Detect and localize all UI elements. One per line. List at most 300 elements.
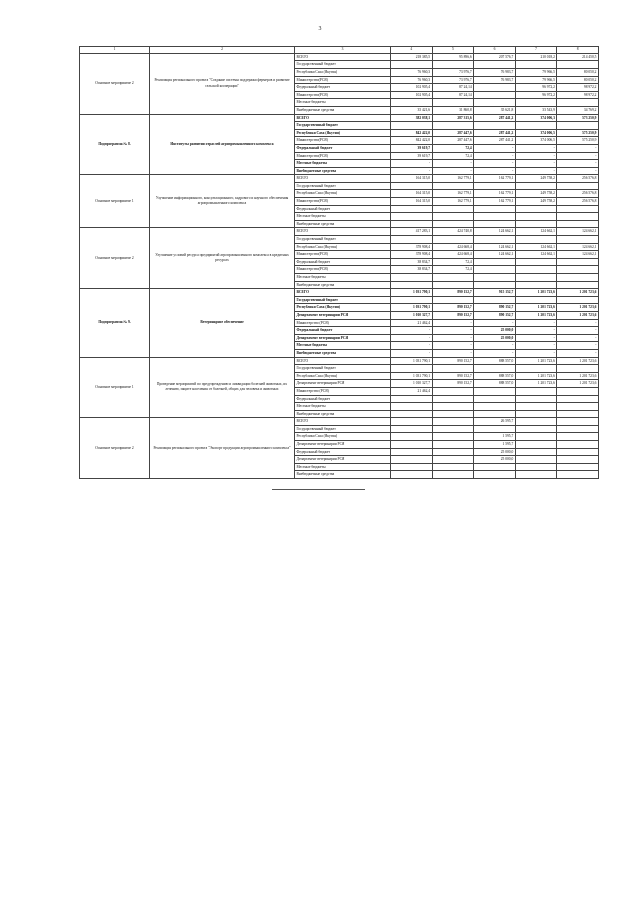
header-cell: 4: [391, 47, 433, 54]
amount-cell: 890 152,7: [432, 289, 474, 297]
amount-cell: -: [515, 144, 557, 152]
amount-cell: -: [391, 342, 433, 350]
amount-cell: [432, 395, 474, 403]
amount-cell: -: [474, 342, 516, 350]
amount-cell: [557, 410, 599, 418]
funding-source-cell: Государственный бюджет: [295, 365, 391, 373]
funding-source-cell: Федеральный бюджет: [295, 258, 391, 266]
amount-cell: 164 315,0: [391, 175, 433, 183]
amount-cell: 98 972,2: [557, 91, 599, 99]
amount-cell: [391, 236, 433, 244]
amount-cell: [515, 205, 557, 213]
amount-cell: [557, 433, 599, 441]
amount-cell: [474, 463, 516, 471]
amount-cell: [432, 61, 474, 69]
amount-cell: [515, 433, 557, 441]
amount-cell: 287 441,2: [474, 114, 516, 122]
amount-cell: [432, 220, 474, 228]
amount-cell: 95 896,6: [432, 53, 474, 61]
amount-cell: [515, 61, 557, 69]
budget-table-body: [80, 47, 599, 479]
amount-cell: [432, 456, 474, 464]
funding-source-cell: Федеральный бюджет: [295, 327, 391, 335]
amount-cell: [515, 99, 557, 107]
program-name-cell: Улучшение условий ресурса предприятий агропромышленного комплекса в кредитных ресурсах: [150, 228, 295, 289]
amount-cell: 1 201 723,6: [515, 357, 557, 365]
program-name-cell: Улучшение информационного, консультационного, кадрового и научного обеспечения агропромышленного комплекса: [150, 175, 295, 228]
amount-cell: [474, 387, 516, 395]
amount-cell: [391, 205, 433, 213]
amount-cell: [391, 471, 433, 479]
amount-cell: 890 152,7: [432, 380, 474, 388]
funding-source-cell: Республики Саха (Якутия): [295, 433, 391, 441]
funding-source-cell: Министерство(РСЯ): [295, 152, 391, 160]
amount-cell: [391, 448, 433, 456]
amount-cell: [432, 122, 474, 130]
header-cell: 8: [557, 47, 599, 54]
header-cell: 7: [515, 47, 557, 54]
amount-cell: 1 201 723,6: [515, 304, 557, 312]
funding-source-cell: Республики Саха (Якутия): [295, 243, 391, 251]
funding-source-cell: ВСЕГО: [295, 418, 391, 426]
funding-source-cell: Департамент ветеринарии РСЯ: [295, 380, 391, 388]
amount-cell: [515, 395, 557, 403]
amount-cell: 890 152,7: [432, 304, 474, 312]
funding-source-cell: Республики Саха (Якутия): [295, 68, 391, 76]
funding-source-cell: Государственный бюджет: [295, 122, 391, 130]
amount-cell: [515, 365, 557, 373]
amount-cell: 96 972,2: [515, 91, 557, 99]
amount-cell: -: [515, 160, 557, 168]
amount-cell: -: [515, 167, 557, 175]
amount-cell: [557, 387, 599, 395]
table-row: [80, 114, 599, 122]
amount-cell: [515, 258, 557, 266]
amount-cell: [432, 410, 474, 418]
amount-cell: [515, 448, 557, 456]
amount-cell: -: [391, 349, 433, 357]
amount-cell: 218 385,5: [391, 53, 433, 61]
amount-cell: 25 000,0: [474, 448, 516, 456]
funding-source-cell: Местные бюджеты: [295, 99, 391, 107]
amount-cell: -: [474, 144, 516, 152]
amount-cell: 38 834,7: [391, 266, 433, 274]
amount-cell: [391, 463, 433, 471]
amount-cell: [557, 236, 599, 244]
amount-cell: 424 668,4: [432, 251, 474, 259]
amount-cell: 888 557,0: [474, 357, 516, 365]
amount-cell: -: [557, 349, 599, 357]
amount-cell: [557, 441, 599, 449]
amount-cell: 575 250,9: [557, 129, 599, 137]
amount-cell: 73 976,7: [432, 76, 474, 84]
amount-cell: -: [557, 167, 599, 175]
amount-cell: 890 152,7: [474, 311, 516, 319]
amount-cell: 287 447,6: [432, 137, 474, 145]
amount-cell: -: [515, 349, 557, 357]
amount-cell: [432, 403, 474, 411]
amount-cell: [557, 99, 599, 107]
amount-cell: [391, 61, 433, 69]
amount-cell: [391, 456, 433, 464]
amount-cell: 1 031 790,1: [391, 289, 433, 297]
amount-cell: 1 201 723,6: [557, 304, 599, 312]
funding-source-cell: Департамент ветеринарии РСЯ: [295, 334, 391, 342]
amount-cell: 1 010 327,7: [391, 380, 433, 388]
amount-cell: [557, 274, 599, 282]
amount-cell: [515, 471, 557, 479]
amount-cell: 164 315,0: [391, 190, 433, 198]
amount-cell: -: [432, 349, 474, 357]
amount-cell: -: [515, 319, 557, 327]
amount-cell: 39 619,7: [391, 152, 433, 160]
funding-source-cell: ВСЕГО: [295, 289, 391, 297]
amount-cell: 162 779,1: [432, 198, 474, 206]
amount-cell: 76 983,7: [474, 68, 516, 76]
amount-cell: 1 201 723,6: [557, 311, 599, 319]
amount-cell: 162 779,1: [474, 198, 516, 206]
footer-divider: [272, 489, 365, 490]
amount-cell: 124 662,1: [474, 243, 516, 251]
amount-cell: 102 905,4: [391, 91, 433, 99]
amount-cell: -: [474, 319, 516, 327]
amount-cell: 287 447,6: [432, 129, 474, 137]
program-kind-cell: Основное мероприятие 2: [80, 228, 150, 289]
amount-cell: 124 662,1: [515, 243, 557, 251]
amount-cell: 1 201 723,6: [557, 372, 599, 380]
funding-source-cell: Государственный бюджет: [295, 182, 391, 190]
amount-cell: -: [557, 152, 599, 160]
amount-cell: 73 976,7: [432, 68, 474, 76]
amount-cell: 25 000,0: [474, 327, 516, 335]
amount-cell: [557, 213, 599, 221]
amount-cell: [474, 281, 516, 289]
page-number: 3: [318, 26, 322, 32]
amount-cell: -: [474, 160, 516, 168]
amount-cell: [557, 418, 599, 426]
amount-cell: 575 250,9: [557, 137, 599, 145]
funding-source-cell: Министерство(РСЯ): [295, 266, 391, 274]
amount-cell: 79 966,5: [515, 68, 557, 76]
program-kind-cell: Основное мероприятие 1: [80, 175, 150, 228]
funding-source-cell: Внебюджетные средства: [295, 106, 391, 114]
table-row: [80, 357, 599, 365]
amount-cell: 382 038,1: [391, 114, 433, 122]
amount-cell: [391, 122, 433, 130]
amount-cell: 1 010 327,7: [391, 311, 433, 319]
amount-cell: 378 908,4: [391, 243, 433, 251]
program-kind-cell: Основное мероприятие 1: [80, 357, 150, 418]
amount-cell: [474, 410, 516, 418]
amount-cell: [557, 281, 599, 289]
amount-cell: 21 462,4: [391, 319, 433, 327]
amount-cell: 79 966,5: [515, 76, 557, 84]
amount-cell: 287 315,6: [432, 114, 474, 122]
funding-source-cell: Местные бюджеты: [295, 342, 391, 350]
program-kind-cell: Основное мероприятие 2: [80, 418, 150, 479]
amount-cell: [391, 220, 433, 228]
amount-cell: [474, 220, 516, 228]
amount-cell: 256 576,8: [557, 198, 599, 206]
amount-cell: 164 315,0: [391, 198, 433, 206]
amount-cell: [432, 182, 474, 190]
header-cell: 5: [432, 47, 474, 54]
amount-cell: 424 668,4: [432, 243, 474, 251]
amount-cell: 25 000,0: [474, 456, 516, 464]
table-row: [80, 289, 599, 297]
program-kind-cell: Подпрограмма № 9.: [80, 289, 150, 357]
funding-source-cell: Внебюджетные средства: [295, 349, 391, 357]
funding-source-cell: ВСЕГО: [295, 175, 391, 183]
amount-cell: 424 740,8: [432, 228, 474, 236]
amount-cell: [515, 220, 557, 228]
amount-cell: 72,4: [432, 144, 474, 152]
amount-cell: 287 441,2: [474, 129, 516, 137]
header-cell: 3: [295, 47, 391, 54]
amount-cell: [391, 433, 433, 441]
amount-cell: 210 018,2: [515, 53, 557, 61]
amount-cell: [515, 274, 557, 282]
amount-cell: 1 031 790,1: [391, 357, 433, 365]
amount-cell: [391, 365, 433, 373]
amount-cell: [557, 403, 599, 411]
amount-cell: 162 779,1: [432, 175, 474, 183]
amount-cell: 39 619,7: [391, 144, 433, 152]
amount-cell: 21 462,4: [391, 387, 433, 395]
amount-cell: 249 758,2: [515, 175, 557, 183]
amount-cell: [432, 425, 474, 433]
amount-cell: [391, 418, 433, 426]
amount-cell: 162 779,1: [432, 190, 474, 198]
amount-cell: [474, 471, 516, 479]
amount-cell: [432, 236, 474, 244]
amount-cell: [432, 387, 474, 395]
amount-cell: 374 006,3: [515, 114, 557, 122]
funding-source-cell: Департамент ветеринарии РСЯ: [295, 311, 391, 319]
funding-source-cell: Республики Саха (Якутия): [295, 129, 391, 137]
amount-cell: [557, 471, 599, 479]
amount-cell: [474, 84, 516, 92]
amount-cell: 26 595,7: [474, 418, 516, 426]
amount-cell: 1 201 723,6: [515, 372, 557, 380]
amount-cell: [474, 266, 516, 274]
funding-source-cell: Внебюджетные средства: [295, 167, 391, 175]
amount-cell: [391, 281, 433, 289]
amount-cell: -: [474, 349, 516, 357]
amount-cell: 72,4: [432, 258, 474, 266]
amount-cell: 76 983,7: [474, 76, 516, 84]
amount-cell: 1 595,7: [474, 441, 516, 449]
amount-cell: 287 441,2: [474, 137, 516, 145]
amount-cell: 35 421,6: [391, 106, 433, 114]
amount-cell: 80 050,2: [557, 76, 599, 84]
amount-cell: 80 050,2: [557, 68, 599, 76]
amount-cell: [432, 274, 474, 282]
amount-cell: 888 557,0: [474, 380, 516, 388]
amount-cell: [474, 365, 516, 373]
amount-cell: [391, 182, 433, 190]
amount-cell: [515, 122, 557, 130]
amount-cell: [391, 441, 433, 449]
amount-cell: [557, 220, 599, 228]
amount-cell: [391, 395, 433, 403]
funding-source-cell: Министерство(РСЯ): [295, 76, 391, 84]
funding-source-cell: Местные бюджеты: [295, 213, 391, 221]
amount-cell: 915 152,7: [474, 289, 516, 297]
funding-source-cell: Внебюджетные средства: [295, 471, 391, 479]
amount-cell: 1 201 723,6: [515, 289, 557, 297]
amount-cell: [391, 274, 433, 282]
amount-cell: -: [515, 334, 557, 342]
amount-cell: [557, 182, 599, 190]
amount-cell: 124 662,1: [557, 243, 599, 251]
amount-cell: -: [557, 144, 599, 152]
amount-cell: 87 24,14: [432, 84, 474, 92]
amount-cell: 162 779,1: [474, 190, 516, 198]
amount-cell: 256 576,8: [557, 190, 599, 198]
amount-cell: 35 621,8: [474, 106, 516, 114]
amount-cell: [515, 266, 557, 274]
funding-source-cell: Министерство (РСЯ): [295, 319, 391, 327]
amount-cell: [432, 205, 474, 213]
amount-cell: 76 960,3: [391, 76, 433, 84]
amount-cell: 1 031 790,1: [391, 372, 433, 380]
header-cell: 1: [80, 47, 150, 54]
amount-cell: [432, 281, 474, 289]
program-kind-cell: Подпрограмма № 8.: [80, 114, 150, 175]
amount-cell: 124 662,1: [557, 228, 599, 236]
amount-cell: [391, 403, 433, 411]
funding-source-cell: Государственный бюджет: [295, 236, 391, 244]
funding-source-cell: Местные бюджеты: [295, 403, 391, 411]
amount-cell: -: [432, 167, 474, 175]
amount-cell: [474, 274, 516, 282]
amount-cell: 1 201 723,6: [515, 311, 557, 319]
funding-source-cell: Внебюджетные средства: [295, 281, 391, 289]
amount-cell: 842 422,0: [391, 129, 433, 137]
amount-cell: -: [557, 160, 599, 168]
amount-cell: [557, 61, 599, 69]
amount-cell: 207 576,7: [474, 53, 516, 61]
funding-source-cell: Внебюджетные средства: [295, 410, 391, 418]
amount-cell: [557, 296, 599, 304]
amount-cell: [474, 425, 516, 433]
amount-cell: 98 972,2: [557, 84, 599, 92]
amount-cell: [432, 99, 474, 107]
program-kind-cell: Основное мероприятие 2: [80, 53, 150, 114]
amount-cell: [474, 296, 516, 304]
amount-cell: 162 779,1: [474, 175, 516, 183]
amount-cell: [557, 463, 599, 471]
amount-cell: [515, 236, 557, 244]
amount-cell: 249 758,2: [515, 190, 557, 198]
amount-cell: -: [557, 334, 599, 342]
amount-cell: [557, 448, 599, 456]
amount-cell: [432, 296, 474, 304]
funding-source-cell: Государственный бюджет: [295, 61, 391, 69]
table-row: [80, 175, 599, 183]
amount-cell: -: [391, 327, 433, 335]
funding-source-cell: Федеральный бюджет: [295, 395, 391, 403]
amount-cell: [515, 441, 557, 449]
amount-cell: 214 450,5: [557, 53, 599, 61]
amount-cell: 1 201 723,6: [557, 289, 599, 297]
amount-cell: -: [432, 327, 474, 335]
amount-cell: 1 031 790,1: [391, 304, 433, 312]
amount-cell: [515, 403, 557, 411]
funding-source-cell: Федеральный бюджет: [295, 84, 391, 92]
amount-cell: [474, 99, 516, 107]
amount-cell: -: [391, 334, 433, 342]
table-row: [80, 228, 599, 236]
budget-table: [79, 46, 599, 479]
amount-cell: [432, 418, 474, 426]
amount-cell: 124 662,1: [515, 228, 557, 236]
amount-cell: [474, 403, 516, 411]
funding-source-cell: Республики Саха (Якутия): [295, 190, 391, 198]
amount-cell: -: [432, 334, 474, 342]
amount-cell: 842 422,0: [391, 137, 433, 145]
funding-source-cell: Республики Саха (Якутия): [295, 304, 391, 312]
amount-cell: 33 543,9: [515, 106, 557, 114]
amount-cell: [515, 456, 557, 464]
funding-source-cell: Государственный бюджет: [295, 296, 391, 304]
amount-cell: [432, 213, 474, 221]
amount-cell: 249 758,2: [515, 198, 557, 206]
funding-source-cell: Федеральный бюджет: [295, 448, 391, 456]
funding-source-cell: ВСЕГО: [295, 53, 391, 61]
amount-cell: 890 152,7: [474, 304, 516, 312]
funding-source-cell: ВСЕГО: [295, 228, 391, 236]
amount-cell: [515, 418, 557, 426]
amount-cell: 124 662,1: [474, 251, 516, 259]
amount-cell: 25 000,0: [474, 334, 516, 342]
funding-source-cell: ВСЕГО: [295, 114, 391, 122]
amount-cell: 31 860,8: [432, 106, 474, 114]
amount-cell: -: [474, 167, 516, 175]
amount-cell: [557, 395, 599, 403]
amount-cell: -: [557, 327, 599, 335]
table-row: [80, 418, 599, 426]
header-cell: 6: [474, 47, 516, 54]
amount-cell: 87 24,14: [432, 91, 474, 99]
amount-cell: [474, 395, 516, 403]
amount-cell: -: [391, 167, 433, 175]
funding-source-cell: Министерство(РСЯ): [295, 198, 391, 206]
amount-cell: [557, 425, 599, 433]
amount-cell: [557, 365, 599, 373]
amount-cell: 124 662,1: [557, 251, 599, 259]
amount-cell: 1 201 723,6: [557, 380, 599, 388]
program-name-cell: Реализация регионального проекта "Экспорт продукции агропромышленного комплекса": [150, 418, 295, 479]
amount-cell: [557, 456, 599, 464]
amount-cell: [515, 281, 557, 289]
amount-cell: [474, 205, 516, 213]
amount-cell: [474, 122, 516, 130]
amount-cell: 890 152,7: [432, 311, 474, 319]
amount-cell: -: [391, 160, 433, 168]
amount-cell: [515, 213, 557, 221]
amount-cell: [557, 205, 599, 213]
amount-cell: 374 006,5: [515, 137, 557, 145]
amount-cell: [474, 213, 516, 221]
amount-cell: -: [432, 342, 474, 350]
amount-cell: 34 769,2: [557, 106, 599, 114]
amount-cell: -: [515, 327, 557, 335]
amount-cell: [515, 410, 557, 418]
funding-source-cell: Местные бюджеты: [295, 274, 391, 282]
amount-cell: 890 152,7: [432, 357, 474, 365]
